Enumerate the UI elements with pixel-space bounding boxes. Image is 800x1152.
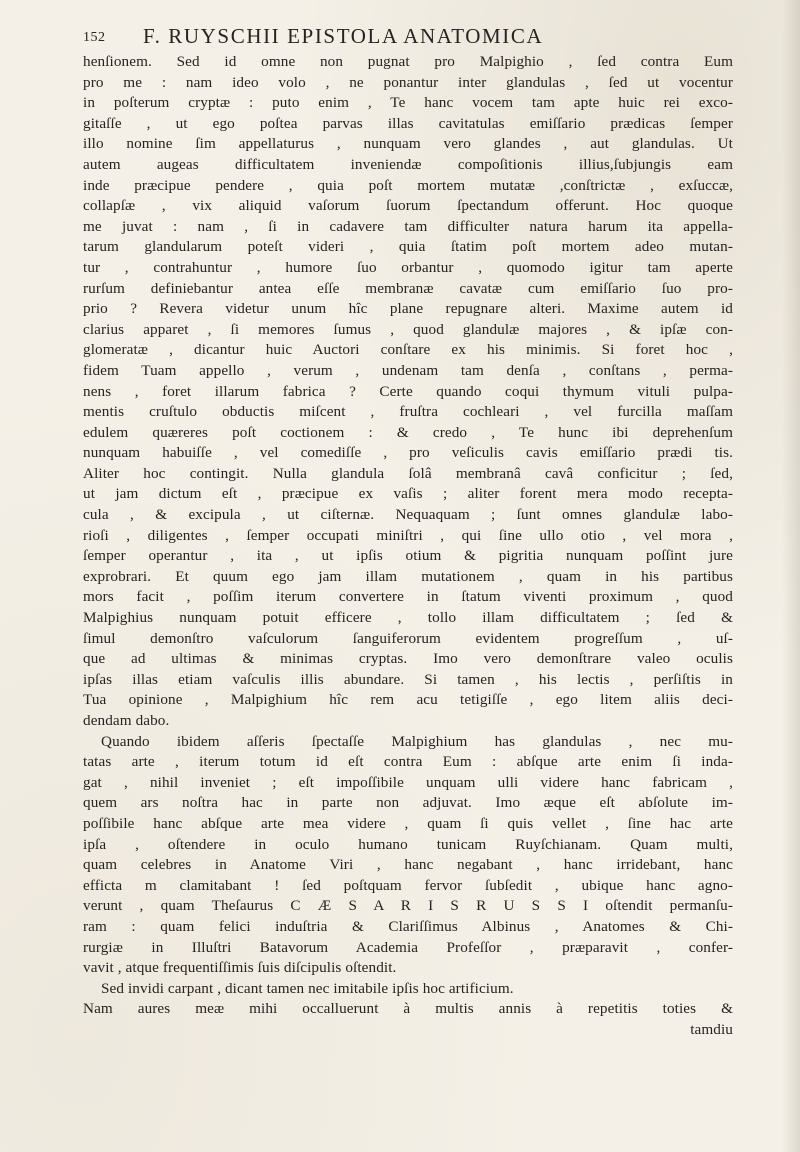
text-line: Sed invidi carpant , dicant tamen nec imitabile ipſis hoc artificium. [101, 979, 514, 997]
text-line: ſimul demonſtro vaſculorum ſanguiferorum evidentem progreſſum , uſ- [83, 629, 733, 647]
text-line: autem augeas difficultatem inveniendæ compoſitionis illius,ſubjungis eam [83, 155, 733, 173]
text-line: tur , contrahuntur , humore ſuo orbantur , quomodo igitur tam aperte [83, 258, 733, 276]
text-line: clarius apparet , ſi memores ſumus , quod glandulæ majores , & ipſæ con- [83, 320, 733, 338]
catchword: tamdiu [690, 1020, 733, 1038]
text-line: Tua opinione , Malpighium hîc rem acu tetigiſſe , ego litem aliis deci- [83, 691, 733, 709]
text-line: illo nomine ſim appellaturus , nunquam vero glandes , aut glandulas. Ut [83, 135, 733, 153]
text-line: rurgiæ in Illuſtri Batavorum Academia Profeſſor , præparavit , confer- [83, 938, 733, 956]
text-line: gat , nihil inveniet ; eſt impoſſibile unquam ulli videre hanc fabricam , [83, 773, 733, 791]
text-line: ipſa , oſtendere in oculo humano tunicam Ruyſchianam. Quam multi, [83, 835, 733, 853]
page-header-title: F. RUYSCHII EPISTOLA ANATOMICA [143, 24, 544, 48]
text-line: ipſas illas etiam vaſculis illis abundare. Si tamen , his lectis , perſiſtis in [83, 670, 733, 688]
page-number: 152 [83, 30, 106, 45]
text-line: ut jam dictum eſt , præcipue ex vaſis ; aliter forent mera modo recepta- [83, 485, 733, 503]
text-line: dendam dabo. [83, 712, 170, 729]
text-line: cula , & excipula , ut ciſternæ. Nequaquam ; ſunt omnes glandulæ labo- [83, 506, 733, 524]
text-line: nunquam habuiſſe , vel comediſſe , pro veſiculis cavis emiſſario prædi tis. [83, 444, 733, 462]
body-text [83, 52, 733, 1041]
text-line: pro me : nam ideo volo , ne ponantur inter glandulas , ſed ut vocentur [83, 73, 733, 91]
text-line: tatas arte , iterum totum id eſt contra Eum : abſque arte enim ſi inda- [83, 753, 733, 771]
text-line: ſemper operantur , ita , ut ipſis otium & pigritia nunquam poſſint jure [83, 547, 733, 565]
running-head [83, 24, 733, 52]
text-line: gitaſſe , ut ego poſtea parvas illas cavitatulas emiſſario prædicas ſemper [83, 114, 733, 132]
text-line: Aliter hoc contingit. Nulla glandula ſolâ membranâ cavâ conficitur ; ſed, [83, 464, 733, 482]
text-line: nens , foret illarum fabrica ? Certe quando coqui thymum vituli pulpa- [83, 382, 733, 400]
text-line: collapſæ , vix aliquid vaſorum ſuorum ſpectandum offerunt. Hoc quoque [83, 197, 733, 215]
text-line: glomeratæ , dicantur huic Auctori conſtare ex his minimis. Si foret hoc , [83, 341, 733, 359]
text-line: Quando ibidem aſſeris ſpectaſſe Malpighium has glandulas , nec mu- [101, 732, 733, 750]
text-line: mors facit , poſſim iterum convertere in ſtatum viventi proximum , quod [83, 588, 733, 606]
text-line: Malpighius nunquam potuit efficere , tollo illam difficultatem ; ſed & [83, 609, 733, 627]
text-line: edulem quæreres poſt coctionem : & credo , Te hunc ibi deprehenſum [83, 423, 733, 441]
text-line: fidem Tuam appello , verum , undenam tam denſa , conſtans , perma- [83, 361, 733, 379]
text-line: vavit , atque frequentiſſimis ſuis diſcipulis oſtendit. [83, 959, 397, 977]
text-line: mentis cruſtulo obductis miſcent , fruſtra cochleari , vel furcilla maſſam [83, 403, 733, 421]
text-line: rioſi , diligentes , ſemper occupati miniſtri , qui ſine ullo otio , vel mora , [83, 526, 733, 544]
text-line: henſionem. Sed id omne non pugnat pro Malpighio , ſed contra Eum [83, 53, 733, 70]
text-line: efficta m clamitabant ! ſed poſtquam fervor ſubſedit , ubique hanc agno- [83, 876, 733, 894]
page-edge-shadow [782, 0, 800, 1152]
text-line: quam celebres in Anatome Viri , hanc negabant , hanc irridebant, hanc [83, 856, 733, 874]
text-line: me juvat : nam , ſi in cadavere tam difficulter natura harum ita appella- [83, 217, 733, 235]
text-line: poſſibile hanc abſque arte mea videre , quam ſi quis vellet , ſine hac arte [83, 814, 733, 832]
text-line: quem ars noſtra hac in parte non adjuvat. Imo æque eſt abſolute im- [83, 794, 733, 812]
text-line: exprobrari. Et quum ego jam illam mutationem , quam in his partibus [83, 567, 733, 585]
text-line: inde præcipue pendere , quia poſt mortem mutatæ ,conſtrictæ , exſuccæ, [83, 176, 733, 194]
text-line: tarum glandularum poteſt videri , quia ſtatim poſt mortem adeo mutan- [83, 238, 733, 256]
text-line: verunt , quam Theſaurus C Æ S A R I S R U S S I oſtendit permanſu- [83, 897, 733, 915]
text-line: prio ? Revera videtur unum hîc plane repugnare alteri. Maxime autem id [83, 300, 733, 318]
text-line: ram : quam felici induſtria & Clariſſimus Albinus , Anatomes & Chi- [83, 917, 733, 935]
text-line: que ad ultimas & minimas cryptas. Imo vero demonſtrare valeo oculis [83, 650, 733, 668]
text-line: Nam aures meæ mihi occalluerunt à multis annis à repetitis toties & [83, 1000, 733, 1018]
text-line: rurſum definiebantur antea eſſe membranæ cavatæ cum emiſſario ſuo pro- [83, 279, 733, 297]
text-line: in poſterum cryptæ : puto enim , Te hanc vocem tam apte huic rei exco- [83, 94, 733, 112]
